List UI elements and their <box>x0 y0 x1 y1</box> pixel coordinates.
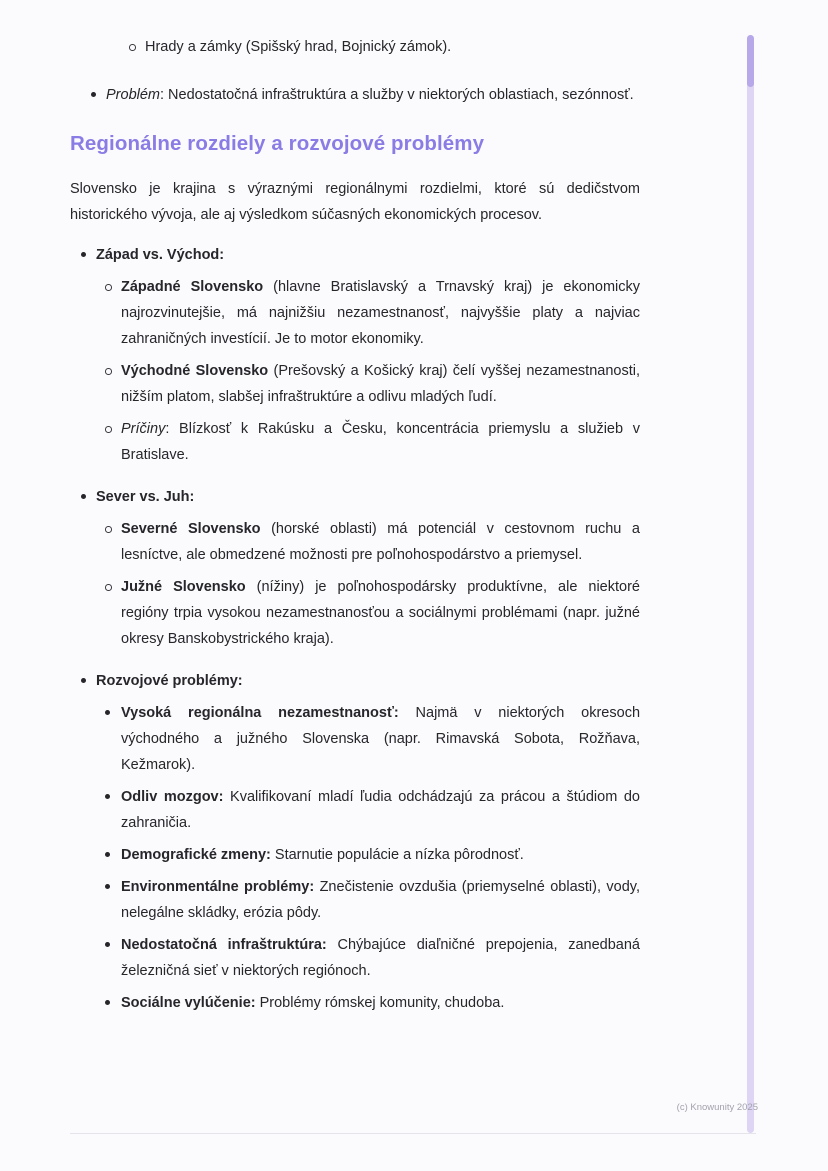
list-item-rest: : Nedostatočná infraštruktúra a služby v niektorých oblastiach, sezónnosť. <box>160 87 634 103</box>
list-item <box>70 516 640 568</box>
list-item <box>70 358 640 410</box>
group-title: Sever vs. Juh: <box>96 489 195 505</box>
list-item <box>70 784 640 836</box>
list-item <box>70 82 640 108</box>
document-content <box>70 34 640 1032</box>
group-development-problems <box>70 668 640 1016</box>
list-item-rest: Kvalifikovaní mladí ľudia odchádzajú za prácou a štúdiom do zahraničia. <box>121 789 640 831</box>
scrollbar-track[interactable] <box>747 35 754 1133</box>
bullet-disc-icon <box>105 1000 110 1005</box>
list-item-lead: Vysoká regionálna nezamestnanosť: <box>121 705 399 721</box>
list-item-text <box>121 516 640 568</box>
list-item-rest: Chýbajúce diaľničné prepojenia, zanedbaná železničná sieť v niektorých regiónoch. <box>121 937 640 979</box>
list-item-text <box>121 784 640 836</box>
list-item <box>70 574 640 652</box>
list-item <box>70 416 640 468</box>
list-item-lead: Nedostatočná infraštruktúra: <box>121 937 327 953</box>
list-item-text <box>106 82 640 108</box>
bullet-circle-icon <box>105 368 112 375</box>
list-item-rest: Najmä v niektorých okresoch východného a južného Slovenska (napr. Rimavská Sobota, Rožňava, Kežmarok). <box>121 705 641 773</box>
group-west-vs-east <box>70 242 640 468</box>
list-item <box>70 484 640 510</box>
group-north-vs-south <box>70 484 640 652</box>
list-item-text <box>121 932 640 984</box>
list-item <box>70 274 640 352</box>
list-item-text <box>121 574 640 652</box>
bullet-disc-icon <box>105 794 110 799</box>
list-item-lead: Problém <box>106 87 160 103</box>
bullet-circle-icon <box>129 44 136 51</box>
bullet-disc-icon <box>81 494 86 499</box>
group-title: Západ vs. Východ: <box>96 247 225 263</box>
list-item-lead: Východné Slovensko <box>121 363 269 379</box>
bullet-disc-icon <box>105 852 110 857</box>
list-item-text <box>121 874 640 926</box>
list-item-rest: (nížiny) je poľnohospodársky produktívne, ale niektoré regióny trpia vysokou nezamestnanosťou a sociálnymi problémami (napr. južné okresy Banskobystrického kraja). <box>121 579 640 647</box>
list-item-lead: Južné Slovensko <box>121 579 246 595</box>
list-item <box>70 34 640 60</box>
group-title: Rozvojové problémy: <box>96 673 243 689</box>
list-item-text: Hrady a zámky (Spišský hrad, Bojnický zámok). <box>145 39 452 55</box>
list-item-text <box>121 700 640 778</box>
scrollbar-thumb[interactable] <box>747 35 754 87</box>
list-item-text <box>121 842 640 868</box>
footer-copyright: (c) Knowunity 2025 <box>676 1102 758 1113</box>
bullet-circle-icon <box>105 584 112 591</box>
list-item-rest: Problémy rómskej komunity, chudoba. <box>255 995 505 1011</box>
list-item-text <box>121 990 640 1016</box>
list-item-rest: (horské oblasti) má potenciál v cestovnom ruchu a lesníctve, ale obmedzené možnosti pre poľnohospodárstvo a priemysel. <box>121 521 640 563</box>
list-item <box>70 842 640 868</box>
list-item-rest: Znečistenie ovzdušia (priemyselné oblasti), vody, nelegálne skládky, erózia pôdy. <box>121 879 640 921</box>
list-item-rest: (Prešovský a Košický kraj) čelí vyššej nezamestnanosti, nižším platom, slabšej infraštruktúre a odlivu mladých ľudí. <box>121 363 640 405</box>
bullet-disc-icon <box>105 710 110 715</box>
list-item-text <box>121 416 640 468</box>
page-bottom-divider <box>70 1133 756 1134</box>
list-item <box>70 932 640 984</box>
list-item-lead: Demografické zmeny: <box>121 847 271 863</box>
list-item <box>70 700 640 778</box>
list-item <box>70 874 640 926</box>
list-item-rest: Starnutie populácie a nízka pôrodnosť. <box>270 847 524 863</box>
section-intro: Slovensko je krajina s výraznými regionálnymi rozdielmi, ktoré sú dedičstvom historického vývoja, ale aj výsledkom súčasných ekonomických procesov. <box>70 181 640 223</box>
list-item <box>70 990 640 1016</box>
bullet-disc-icon <box>91 92 96 97</box>
list-item-rest: : Blízkosť k Rakúsku a Česku, koncentrácia priemyslu a služieb v Bratislave. <box>121 421 640 463</box>
list-item <box>70 668 640 694</box>
list-item-lead: Environmentálne problémy: <box>121 879 315 895</box>
list-item-lead: Severné Slovensko <box>121 521 261 537</box>
bullet-circle-icon <box>105 426 112 433</box>
bullet-disc-icon <box>81 252 86 257</box>
list-item-lead: Západné Slovensko <box>121 279 264 295</box>
list-item-lead: Sociálne vylúčenie: <box>121 995 256 1011</box>
list-item-text <box>121 274 640 352</box>
section-heading: Regionálne rozdiely a rozvojové problémy <box>70 132 485 155</box>
list-item-rest: (hlavne Bratislavský a Trnavský kraj) je ekonomicky najrozvinutejšie, má najnižšiu nezamestnanosť, najvyššie platy a najviac zahraničných investícií. Je to motor ekonomiky. <box>121 279 640 347</box>
bullet-disc-icon <box>81 678 86 683</box>
bullet-circle-icon <box>105 526 112 533</box>
bullet-disc-icon <box>105 942 110 947</box>
bullet-disc-icon <box>105 884 110 889</box>
list-item-lead: Príčiny <box>121 421 166 437</box>
bullet-circle-icon <box>105 284 112 291</box>
list-item-lead: Odliv mozgov: <box>121 789 224 805</box>
list-item <box>70 242 640 268</box>
list-item-text <box>121 358 640 410</box>
